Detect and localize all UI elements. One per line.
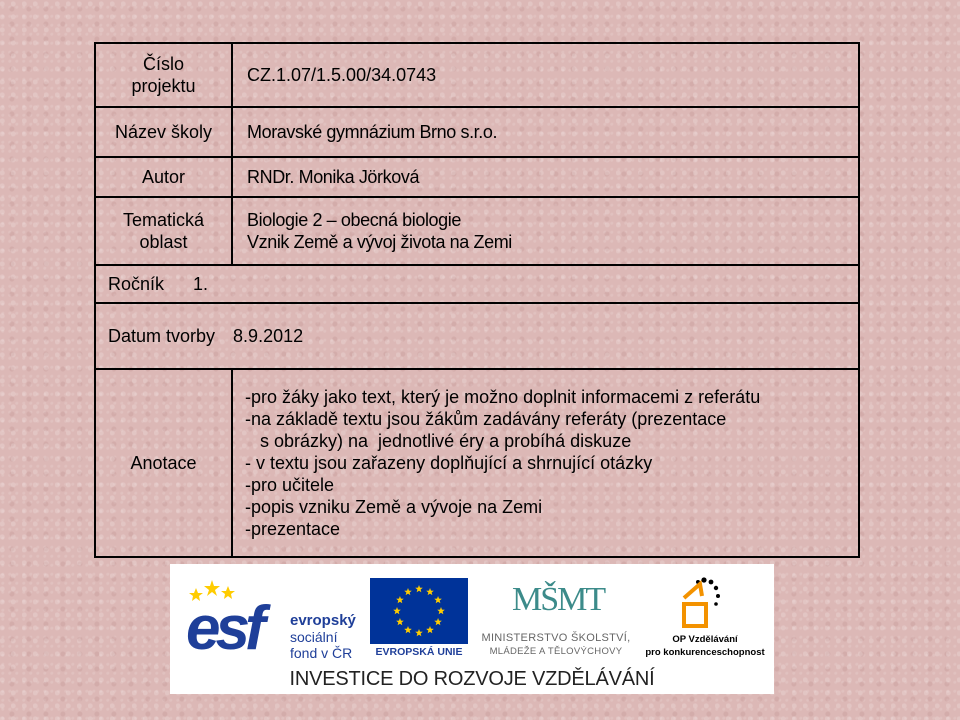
esf-text-line1: evropský	[290, 612, 356, 629]
author-label: Autor	[95, 157, 232, 197]
op-vzdelavani-logo	[644, 574, 766, 664]
esf-logo	[184, 576, 362, 664]
annotation-line: -pro učitele	[245, 475, 335, 495]
school-name-value: Moravské gymnázium Brno s.r.o.	[232, 107, 859, 157]
annotation-line: -popis vzniku Země a vývoje na Zemi	[245, 497, 543, 517]
table-row	[95, 369, 859, 557]
topic-area-label-line1: Tematická	[122, 210, 205, 230]
eu-star-icon	[393, 607, 401, 614]
date-row	[95, 303, 859, 369]
msmt-text-line1: MINISTERSTVO ŠKOLSTVÍ,	[481, 632, 631, 644]
eu-star-icon	[434, 618, 442, 625]
date-label: Datum tvorby	[108, 326, 216, 346]
annotation-line: -pro žáky jako text, který je možno doplnit informacemi z referátu	[245, 387, 761, 407]
eu-star-icon	[415, 629, 423, 636]
eu-star-icon	[404, 588, 412, 595]
esf-wordmark: esf	[186, 594, 261, 663]
eu-star-icon	[404, 626, 412, 633]
eu-label: EVROPSKÁ UNIE	[375, 646, 463, 658]
grade-label: Ročník	[108, 274, 165, 294]
eu-star-icon	[434, 596, 442, 603]
msmt-text-line2: MLÁDEŽE A TĚLOVÝCHOVY	[489, 646, 623, 657]
project-info-table	[94, 42, 860, 558]
table-row	[95, 197, 859, 265]
op-text-line2: pro konkurenceschopnost	[645, 647, 765, 658]
op-emblem-icon	[644, 574, 766, 630]
grade-value: 1.	[193, 274, 209, 294]
msmt-logo	[476, 570, 636, 660]
annotation-value	[232, 369, 859, 557]
eu-star-icon	[426, 588, 434, 595]
annotation-line: -na základě textu jsou žákům zadávány referáty (prezentace	[245, 409, 727, 429]
funding-logo-strip	[170, 564, 774, 694]
table-row	[95, 43, 859, 107]
project-number-value: CZ.1.07/1.5.00/34.0743	[232, 43, 859, 107]
school-name-label: Název školy	[95, 107, 232, 157]
topic-area-value-line2: Vznik Země a vývoj života na Zemi	[247, 232, 512, 252]
table-row	[95, 107, 859, 157]
eu-star-icon	[396, 618, 404, 625]
annotation-line: s obrázky) na jednotlivé éry a probíhá diskuze	[245, 431, 632, 451]
author-value: RNDr. Monika Jörková	[232, 157, 859, 197]
op-text-line1: OP Vzdělávání	[672, 634, 738, 645]
annotation-line: -prezentace	[245, 519, 341, 539]
table-row	[95, 303, 859, 369]
eu-stars-icon	[370, 578, 468, 644]
esf-text-line2: sociální	[290, 629, 338, 645]
eu-star-icon	[437, 607, 445, 614]
topic-area-value	[232, 197, 859, 265]
topic-area-label	[95, 197, 232, 265]
eu-star-icon	[415, 585, 423, 592]
msmt-mark: MŠMT	[512, 581, 605, 618]
topic-area-label-line2: oblast	[139, 232, 188, 252]
project-number-label	[95, 43, 232, 107]
esf-text-line3: fond v ČR	[290, 645, 353, 661]
project-number-label-line2: projektu	[131, 76, 196, 96]
eu-flag-icon	[370, 578, 468, 644]
annotation-label: Anotace	[95, 369, 232, 557]
grade-row	[95, 265, 859, 303]
table-row	[95, 157, 859, 197]
annotation-line: - v textu jsou zařazeny doplňující a shrnující otázky	[245, 453, 653, 473]
date-value: 8.9.2012	[233, 326, 304, 346]
project-number-label-line1: Číslo	[142, 54, 184, 74]
investment-slogan: INVESTICE DO ROZVOJE VZDĚLÁVÁNÍ	[289, 668, 655, 690]
table-row	[95, 265, 859, 303]
eu-star-icon	[426, 626, 434, 633]
eu-star-icon	[396, 596, 404, 603]
topic-area-value-line1: Biologie 2 – obecná biologie	[247, 210, 461, 230]
